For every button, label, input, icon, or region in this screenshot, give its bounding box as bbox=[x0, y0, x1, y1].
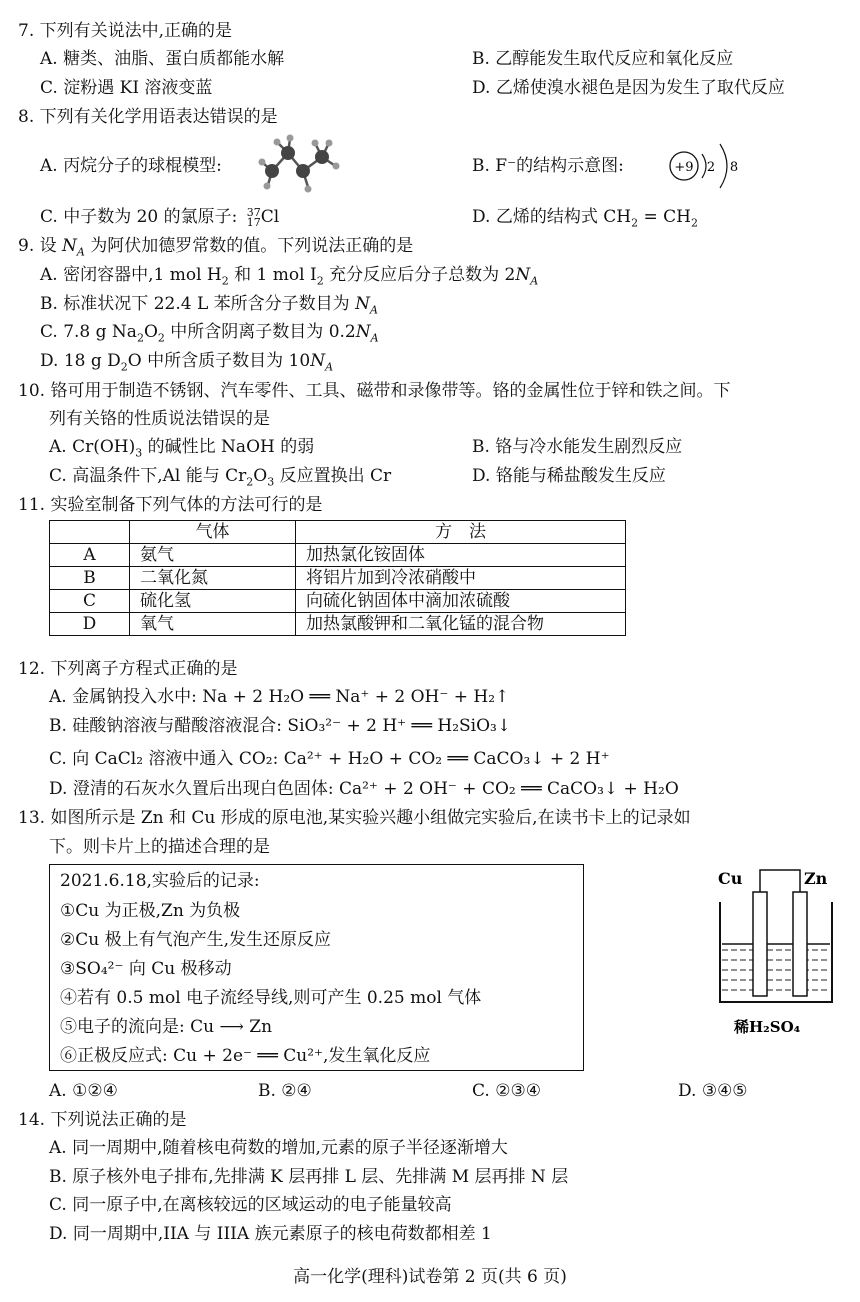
dilute-sulfuric-acid-label: 稀H₂SO₄ bbox=[734, 1018, 801, 1036]
q10-stem-line1: 10. 铬可用于制造不锈钢、汽车零件、工具、磁带和录像带等。铬的金属性位于锌和铁之间。下 bbox=[18, 381, 731, 401]
cu-electrode bbox=[753, 892, 767, 996]
q14-option-d: D. 同一周期中,IIA 与 IIIA 族元素原子的核电荷数都相差 1 bbox=[49, 1224, 492, 1244]
table-cell: B bbox=[50, 567, 130, 590]
card-line: ②Cu 极上有气泡产生,发生还原反应 bbox=[60, 930, 332, 950]
q9-option-a: A. 密闭容器中,1 mol $H_2$ 和 1 mol $I_2$ 充分反应后分子总数为 $2N_A$ bbox=[40, 265, 539, 288]
q7-option-c: C. 淀粉遇 KI 溶液变蓝 bbox=[40, 78, 213, 98]
reading-card bbox=[49, 864, 584, 1071]
card-line: ⑤电子的流向是: Cu ⟶ Zn bbox=[60, 1017, 273, 1037]
chlorine-atomic-number: 17 bbox=[246, 215, 261, 229]
table-cell: 加热氯酸钾和二氧化锰的混合物 bbox=[296, 613, 626, 636]
table-cell: 加热氯化铵固体 bbox=[296, 544, 626, 567]
q8-option-b: B. F⁻的结构示意图: bbox=[472, 156, 624, 176]
table-cell: 氨气 bbox=[130, 544, 296, 567]
shell-2-count: 8 bbox=[729, 160, 739, 175]
q13-stem-line1: 13. 如图所示是 Zn 和 Cu 形成的原电池,某实验兴趣小组做完实验后,在读书卡上的记录如 bbox=[18, 808, 691, 828]
q12-stem: 12. 下列离子方程式正确的是 bbox=[18, 659, 238, 679]
q13-option-a: A. ①②④ bbox=[49, 1081, 118, 1101]
q9-stem: 9. 设 $N_A$ 为阿伏加德罗常数的值。下列说法正确的是 bbox=[18, 236, 414, 259]
q8-option-c: C. 中子数为 20 的氯原子: 37 17Cl bbox=[40, 205, 280, 229]
table-cell: 氧气 bbox=[130, 613, 296, 636]
card-line: ④若有 0.5 mol 电子流经导线,则可产生 0.25 mol 气体 bbox=[60, 988, 482, 1008]
q13-option-c: C. ②③④ bbox=[472, 1081, 541, 1101]
table-cell: 二氧化氮 bbox=[130, 567, 296, 590]
nucleus-label: +9 bbox=[674, 160, 694, 175]
zn-electrode-label: Zn bbox=[804, 869, 828, 888]
table-row bbox=[50, 590, 626, 613]
galvanic-cell-diagram bbox=[712, 862, 842, 1042]
table-row bbox=[50, 613, 626, 636]
fluoride-ion-structure-diagram bbox=[664, 136, 744, 194]
table-cell: 将铝片加到冷浓硝酸中 bbox=[296, 567, 626, 590]
q9-option-c: C. 7.8 g $Na_2O_2$ 中所含阴离子数目为 $0.2N_A$ bbox=[40, 322, 379, 345]
table-cell: C bbox=[50, 590, 130, 613]
q12-option-d: D. 澄清的石灰水久置后出现白色固体: Ca²⁺ + 2 OH⁻ + CO₂ ══ CaCO₃↓ + H₂O bbox=[49, 779, 679, 799]
card-line: ③SO₄²⁻ 向 Cu 极移动 bbox=[60, 959, 232, 979]
q7-option-d: D. 乙烯使溴水褪色是因为发生了取代反应 bbox=[472, 78, 785, 98]
chlorine-symbol: Cl bbox=[260, 207, 280, 227]
propane-ball-stick-model bbox=[258, 133, 340, 197]
q13-stem-line2: 下。则卡片上的描述合理的是 bbox=[49, 837, 270, 857]
card-line: 2021.6.18,实验后的记录: bbox=[60, 871, 260, 891]
q9-option-b: B. 标准状况下 22.4 L 苯所含分子数目为 $N_A$ bbox=[40, 294, 378, 317]
table-header: 方 法 bbox=[296, 521, 626, 544]
table-cell: A bbox=[50, 544, 130, 567]
q12-option-b: B. 硅酸钠溶液与醋酸溶液混合: SiO₃²⁻ + 2 H⁺ ══ H₂SiO₃↓ bbox=[49, 716, 512, 736]
table-header bbox=[50, 521, 130, 544]
q8-option-d: D. 乙烯的结构式 $CH_2 = CH_2$ bbox=[472, 207, 698, 230]
table-header: 气体 bbox=[130, 521, 296, 544]
q9-option-d: D. 18 g $D_2O$ 中所含质子数目为 $10N_A$ bbox=[40, 351, 334, 374]
zn-electrode bbox=[793, 892, 807, 996]
q7-option-a: A. 糖类、油脂、蛋白质都能水解 bbox=[40, 49, 285, 69]
shell-1-count: 2 bbox=[706, 160, 716, 175]
chlorine-mass-number: 37 bbox=[246, 205, 261, 219]
card-line: ①Cu 为正极,Zn 为负极 bbox=[60, 901, 241, 921]
q8-option-a: A. 丙烷分子的球棍模型: bbox=[40, 156, 222, 176]
q12-option-c: C. 向 CaCl₂ 溶液中通入 CO₂: Ca²⁺ + H₂O + CO₂ ══ CaCO₃↓ + 2 H⁺ bbox=[49, 749, 610, 769]
table-row bbox=[50, 544, 626, 567]
q14-option-a: A. 同一周期中,随着核电荷数的增加,元素的原子半径逐渐增大 bbox=[49, 1138, 508, 1158]
q14-option-b: B. 原子核外电子排布,先排满 K 层再排 L 层、先排满 M 层再排 N 层 bbox=[49, 1167, 569, 1187]
q11-stem: 11. 实验室制备下列气体的方法可行的是 bbox=[18, 495, 323, 515]
table-cell: D bbox=[50, 613, 130, 636]
table-header-row bbox=[50, 521, 626, 544]
q10-option-a: A. $Cr(OH)_3$ 的碱性比 NaOH 的弱 bbox=[49, 437, 315, 460]
card-line: ⑥正极反应式: Cu + 2e⁻ ══ Cu²⁺,发生氧化反应 bbox=[60, 1046, 431, 1066]
table-cell: 硫化氢 bbox=[130, 590, 296, 613]
q8-stem: 8. 下列有关化学用语表达错误的是 bbox=[18, 107, 278, 127]
q14-option-c: C. 同一原子中,在离核较远的区域运动的电子能量较高 bbox=[49, 1195, 452, 1215]
q10-stem-line2: 列有关铬的性质说法错误的是 bbox=[49, 409, 270, 429]
q12-option-a: A. 金属钠投入水中: Na + 2 H₂O ══ Na⁺ + 2 OH⁻ + H₂↑ bbox=[49, 687, 510, 707]
page-footer: 高一化学(理科)试卷第 2 页(共 6 页) bbox=[293, 1267, 567, 1287]
gas-preparation-table bbox=[49, 520, 626, 636]
cu-electrode-label: Cu bbox=[718, 869, 743, 888]
q13-option-d: D. ③④⑤ bbox=[678, 1081, 748, 1101]
q14-stem: 14. 下列说法正确的是 bbox=[18, 1110, 187, 1130]
q10-option-c: C. 高温条件下,Al 能与 $Cr_2O_3$ 反应置换出 Cr bbox=[49, 466, 392, 489]
q7-stem: 7. 下列有关说法中,正确的是 bbox=[18, 21, 233, 41]
q10-option-b: B. 铬与冷水能发生剧烈反应 bbox=[472, 437, 683, 457]
q13-option-b: B. ②④ bbox=[258, 1081, 312, 1101]
q7-option-b: B. 乙醇能发生取代反应和氧化反应 bbox=[472, 49, 734, 69]
table-cell: 向硫化钠固体中滴加浓硫酸 bbox=[296, 590, 626, 613]
q10-option-d: D. 铬能与稀盐酸发生反应 bbox=[472, 466, 666, 486]
table-row bbox=[50, 567, 626, 590]
